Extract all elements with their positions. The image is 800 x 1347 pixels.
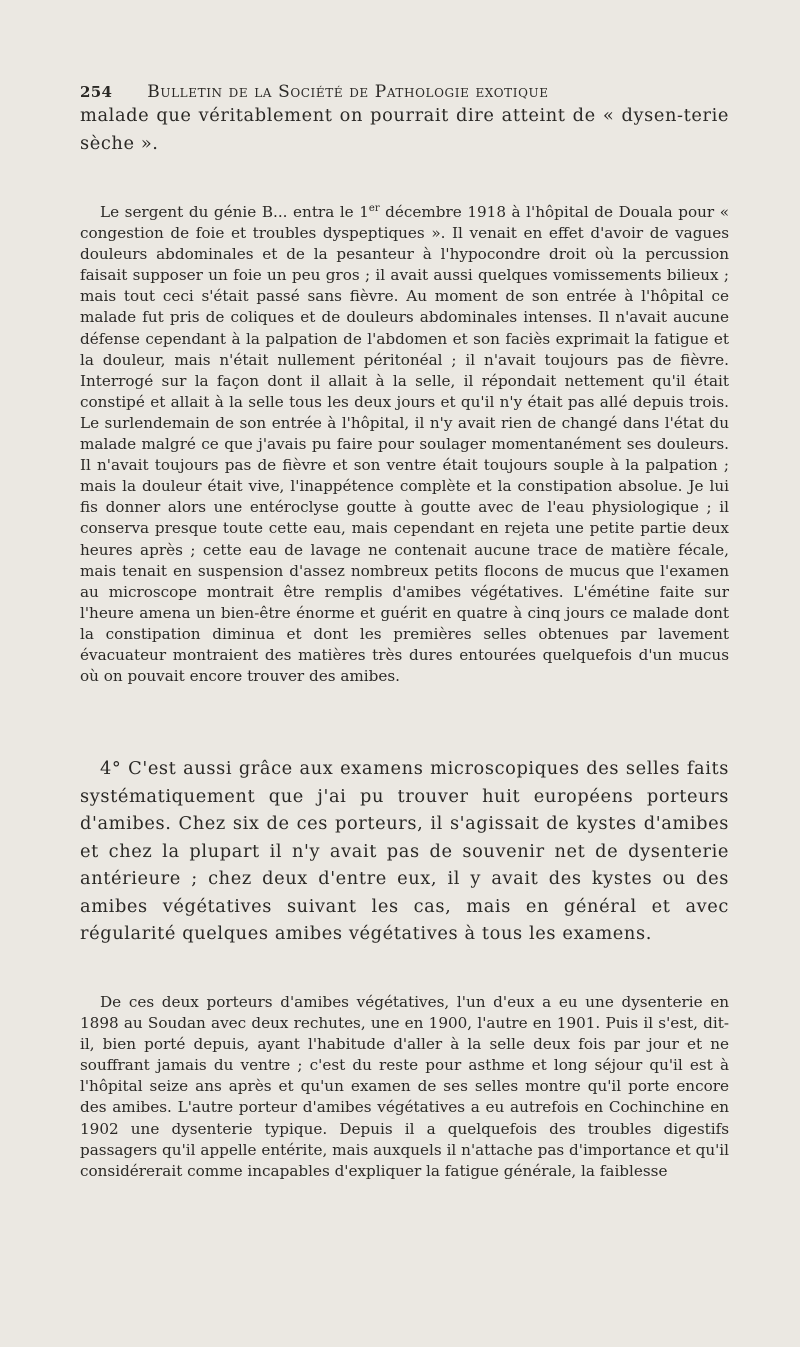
paragraph-porteurs: De ces deux porteurs d'amibes végétatives, l'un d'eux a eu une dysenterie en 1898 au Soudan avec deux rechutes, une en 1900, l'autre en 1901. Puis il s'est, dit-il, bien porté depuis, ayant l'habitude d'aller à la selle deux fois par jour et ne souffrant jamais du ventre ; c'est du reste pour asthme et long séjour qu'il est à l'hôpital seize ans après et qu'un examen de ses selles montre qu'il porte encore des amibes. L'autre porteur d'amibes végétatives a eu autrefois en Cochinchine en 1902 une dysenterie typique. Depuis il a quelquefois des troubles digestifs passagers qu'il appelle entérite, mais auxquels il n'attache pas d'importance et qu'il considérerait comme incapables d'expliquer la fatigue générale, la faiblesse — [80, 993, 729, 1180]
running-title: Bulletin de la Société de Pathologie exotique — [147, 82, 549, 102]
paragraph-case-sergeant — [80, 202, 729, 687]
superscript-er: er — [368, 202, 380, 214]
paragraph-case-sergeant-rest: décembre 1918 à l'hôpital de Douala pour « congestion de foie et troubles dyspeptiques ». Il venait en effet d'avoir de vagues douleurs abdominales et de la pesanteur à l'hypocondre droit où la percussion faisait supposer un foie un peu gros ; il avait aussi quelques vomissements bilieux ; mais tout ceci s'était passé sans fièvre. Au moment de son entrée à l'hôpital ce malade fut pris de coliques et de douleurs abdominales intenses. Il n'avait aucune défense cependant à la palpation de l'abdomen et son faciès exprimait la fatigue et la douleur, mais n'était nullement péritonéal ; il n'avait toujours pas de fièvre. Interrogé sur la façon dont il allait à la selle, il répondait nettement qu'il était constipé et allait à la selle tous les deux jours et qu'il n'y était pas allé depuis trois. Le surlendemain de son entrée à l'hôpital, il n'y avait rien de changé dans l'état du malade malgré ce que j'avais pu faire pour soulager momentanément ses douleurs. Il n'avait toujours pas de fièvre et son ventre était toujours souple à la palpation ; mais la douleur était vive, l'inappétence complète et la constipation absolue. Je lui fis donner alors une entéroclyse goutte à goutte avec de l'eau physiologique ; il conserva presque toute cette eau, mais cependant en rejeta une petite partie deux heures après ; cette eau de lavage ne contenait aucune trace de matière fécale, mais tenait en suspension d'assez nombreux petits flocons de mucus que l'examen au microscope montrait être remplis d'amibes végétatives. L'émétine faite sur l'heure amena un bien-être énorme et guérit en quatre à cinq jours ce malade dont la constipation diminua et dont les premières selles obtenues par lavement évacuateur montraient des matières très dures entourées quelquefois d'un mucus où on pouvait encore trouver des amibes. — [80, 203, 729, 686]
paragraph-case-sergeant-start: Le sergent du génie B... entra le 1 — [100, 203, 369, 221]
page-number: 254 — [80, 83, 113, 101]
running-header — [80, 82, 720, 102]
paragraph-continuation: malade que véritablement on pourrait dire atteint de « dysen-terie sèche ». — [80, 105, 729, 154]
paragraph-section-4: 4° C'est aussi grâce aux examens microscopiques des selles faits systématiquement que j'ai pu trouver huit européens porteurs d'amibes. Chez six de ces porteurs, il s'agissait de kystes d'amibes et chez la plupart il n'y avait pas de souvenir net de dysenterie antérieure ; chez deux d'entre eux, il y avait des kystes ou des amibes végétatives suivant les cas, mais en général et avec régularité quelques amibes végétatives à tous les examens. — [80, 758, 729, 944]
